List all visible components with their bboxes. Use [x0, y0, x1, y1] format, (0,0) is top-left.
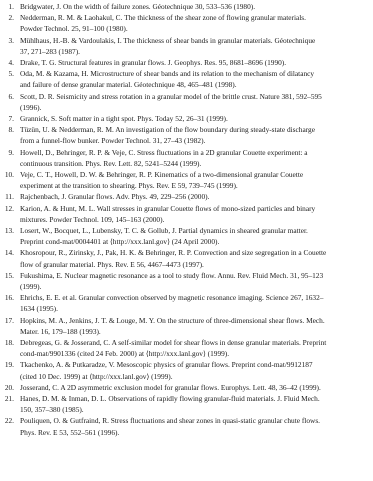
reference-text-line: Scott, D. R. Seismicity and stress rotation in a granular model of the brittle crust. Nature 381, 592–595: [20, 91, 322, 101]
reference-text-line: Bridgwater, J. On the width of failure zones. Géotechnique 30, 533–536 (1980).: [20, 2, 256, 11]
reference-text-line: Debregeas, G. & Josserand, C. A self-similar model for shear flows in dense granular materials. Preprint: [20, 338, 327, 347]
reference-entry: [0, 57, 373, 68]
reference-text-line: Phys. Rev. E 53, 552–561 (1996).: [20, 427, 120, 437]
reference-text-line: Karion, A. & Hunt, M. L. Wall stresses in granular Couette flows of mono-sized particles and binary: [20, 203, 316, 213]
reference-text-line: Tüzün, U. & Nedderman, R. M. An investigation of the flow boundary during steady-state discharge: [20, 125, 315, 135]
reference-entry: [0, 225, 373, 247]
reference-number: 1.: [8, 2, 14, 11]
reference-entry: [0, 359, 373, 381]
reference-text-line: Josserand, C. A 2D asymmetric exclusion model for granular flows. Europhys. Lett. 48, 36–42 (1999).: [20, 382, 321, 392]
reference-text-line: Khosropour, R., Zirinsky, J., Pak, H. K. & Behringer, R. P. Convection and size segregation in a Couette: [20, 248, 327, 258]
reference-entry: [0, 1, 373, 12]
reference-entry: [0, 337, 373, 359]
reference-text-line: Rajchenbach, J. Granular flows. Adv. Phys. 49, 229–256 (2000).: [20, 192, 210, 202]
reference-entry: [0, 203, 373, 225]
reference-text-line: (1999).: [20, 282, 42, 291]
reference-text-line: Hanes, D. M. & Inman, D. L. Observations of rapidly flowing granular-fluid materials. J. Fluid Mech.: [20, 394, 320, 403]
reference-number: 7.: [8, 114, 14, 123]
reference-text-line: Mater. 16, 179–188 (1993).: [20, 326, 101, 336]
reference-text-line: Powder Technol. 25, 91–100 (1980).: [20, 24, 128, 34]
reference-entry: [0, 169, 373, 191]
reference-text-line: cond-mat/9901336 (cited 24 Feb. 2000) at ⟨http://xxx.lanl.gov⟩ (1999).: [20, 349, 230, 359]
reference-number: 10.: [4, 170, 14, 179]
reference-entry: [0, 191, 373, 202]
reference-number: 14.: [4, 248, 14, 258]
reference-text-line: Howell, D., Behringer, R. P. & Veje, C. Stress fluctuations in a 2D granular Couette experiment: a: [20, 147, 308, 157]
reference-entry: [0, 91, 373, 113]
reference-number: 13.: [4, 226, 14, 235]
reference-text-line: Ehrichs, E. E. et al. Granular convection observed by magnetic resonance imaging. Science 267, 1632–: [20, 293, 324, 303]
reference-number: 17.: [4, 315, 14, 325]
reference-text-line: Oda, M. & Kazama, H. Microstructure of shear bands and its relation to the mechanism of dilatancy: [20, 69, 315, 79]
reference-text-line: Grannick, S. Soft matter in a tight spot. Phys. Today 52, 26–31 (1999).: [20, 114, 228, 123]
reference-entry: [0, 113, 373, 124]
reference-text-line: from a funnel-flow bunker. Powder Technol. 31, 27–43 (1982).: [20, 136, 206, 146]
reference-text-line: 150, 357–380 (1985).: [20, 405, 84, 415]
reference-entry: [0, 382, 373, 393]
reference-text-line: 37, 271–283 (1987).: [20, 46, 80, 56]
reference-number: 12.: [4, 203, 14, 213]
reference-text-line: Veje, C. T., Howell, D. W. & Behringer, R. P. Kinematics of a two-dimensional granular Couette: [20, 170, 304, 179]
reference-number: 4.: [8, 58, 14, 67]
reference-number: 9.: [8, 147, 14, 157]
reference-text-line: Hopkins, M. A., Jenkins, J. T. & Louge, M. Y. On the structure of three-dimensional shear flows. Mech.: [20, 315, 325, 325]
reference-number: 18.: [4, 338, 14, 347]
reference-entry: [0, 315, 373, 337]
reference-number: 3.: [8, 35, 14, 45]
reference-number: 20.: [4, 382, 14, 392]
reference-entry: [0, 12, 373, 34]
reference-number: 16.: [4, 293, 14, 303]
reference-number: 2.: [8, 13, 14, 23]
reference-entry: [0, 270, 373, 292]
reference-entry: [0, 292, 373, 314]
reference-entry: [0, 393, 373, 415]
reference-text-line: Losert, W., Bocquet, L., Lubensky, T. C. & Gollub, J. Partial dynamics in sheared granular matter.: [20, 226, 308, 235]
reference-text-line: Drake, T. G. Structural features in granular flows. J. Geophys. Res. 95, 8681–8696 (1990).: [20, 58, 287, 67]
reference-text-line: Fukushima, E. Nuclear magnetic resonance as a tool to study flow. Annu. Rev. Fluid Mech. 31, 95–123: [20, 270, 324, 280]
reference-text-line: Tkachenko, A. & Putkaradze, V. Mesoscopic physics of granular flows. Preprint cond-mat/9912187: [20, 360, 313, 370]
reference-text-line: 1634 (1995).: [20, 304, 58, 314]
reference-number: 21.: [4, 394, 14, 403]
reference-text-line: Nedderman, R. M. & Laohakul, C. The thickness of the shear zone of flowing granular materials.: [20, 13, 306, 23]
reference-entry: [0, 247, 373, 269]
reference-text-line: (1996).: [20, 102, 42, 112]
reference-entry: [0, 147, 373, 169]
reference-text-line: flow of granular material. Phys. Rev. E 56, 4467–4473 (1997).: [20, 259, 204, 269]
reference-text-line: experiment at the transition to shearing. Phys. Rev. E 59, 739–745 (1999).: [20, 181, 238, 191]
reference-text-line: continuous transition. Phys. Rev. Lett. 82, 5241–5244 (1999).: [20, 158, 202, 168]
reference-text-line: and failure of dense granular material. Géotechnique 48, 465–481 (1998).: [20, 80, 237, 90]
reference-text-line: Mühlhaus, H.-B. & Vardoulakis, I. The thickness of shear bands in granular materials. Géotechnique: [20, 35, 316, 45]
reference-number: 5.: [8, 69, 14, 79]
reference-entry: [0, 415, 373, 437]
reference-entry: [0, 68, 373, 90]
reference-text-line: Pouliquen, O. & Gutfraind, R. Stress fluctuations and shear zones in quasi-static granular chute flows.: [20, 416, 321, 426]
reference-text-line: (cited 10 Dec. 1999) at ⟨http://xxx.lanl.gov⟩ (1999).: [20, 371, 173, 381]
reference-number: 8.: [8, 125, 14, 135]
reference-number: 19.: [4, 360, 14, 370]
reference-number: 22.: [4, 416, 14, 426]
reference-text-line: mixtures. Powder Technol. 109, 145–163 (2000).: [20, 214, 165, 224]
reference-number: 6.: [8, 91, 14, 101]
reference-entry: [0, 35, 373, 57]
reference-number: 11.: [5, 192, 14, 202]
reference-entry: [0, 124, 373, 146]
reference-text-line: Preprint cond-mat/0004401 at ⟨http://xxx.lanl.gov⟩ (24 April 2000).: [20, 237, 220, 247]
reference-number: 15.: [4, 270, 14, 280]
